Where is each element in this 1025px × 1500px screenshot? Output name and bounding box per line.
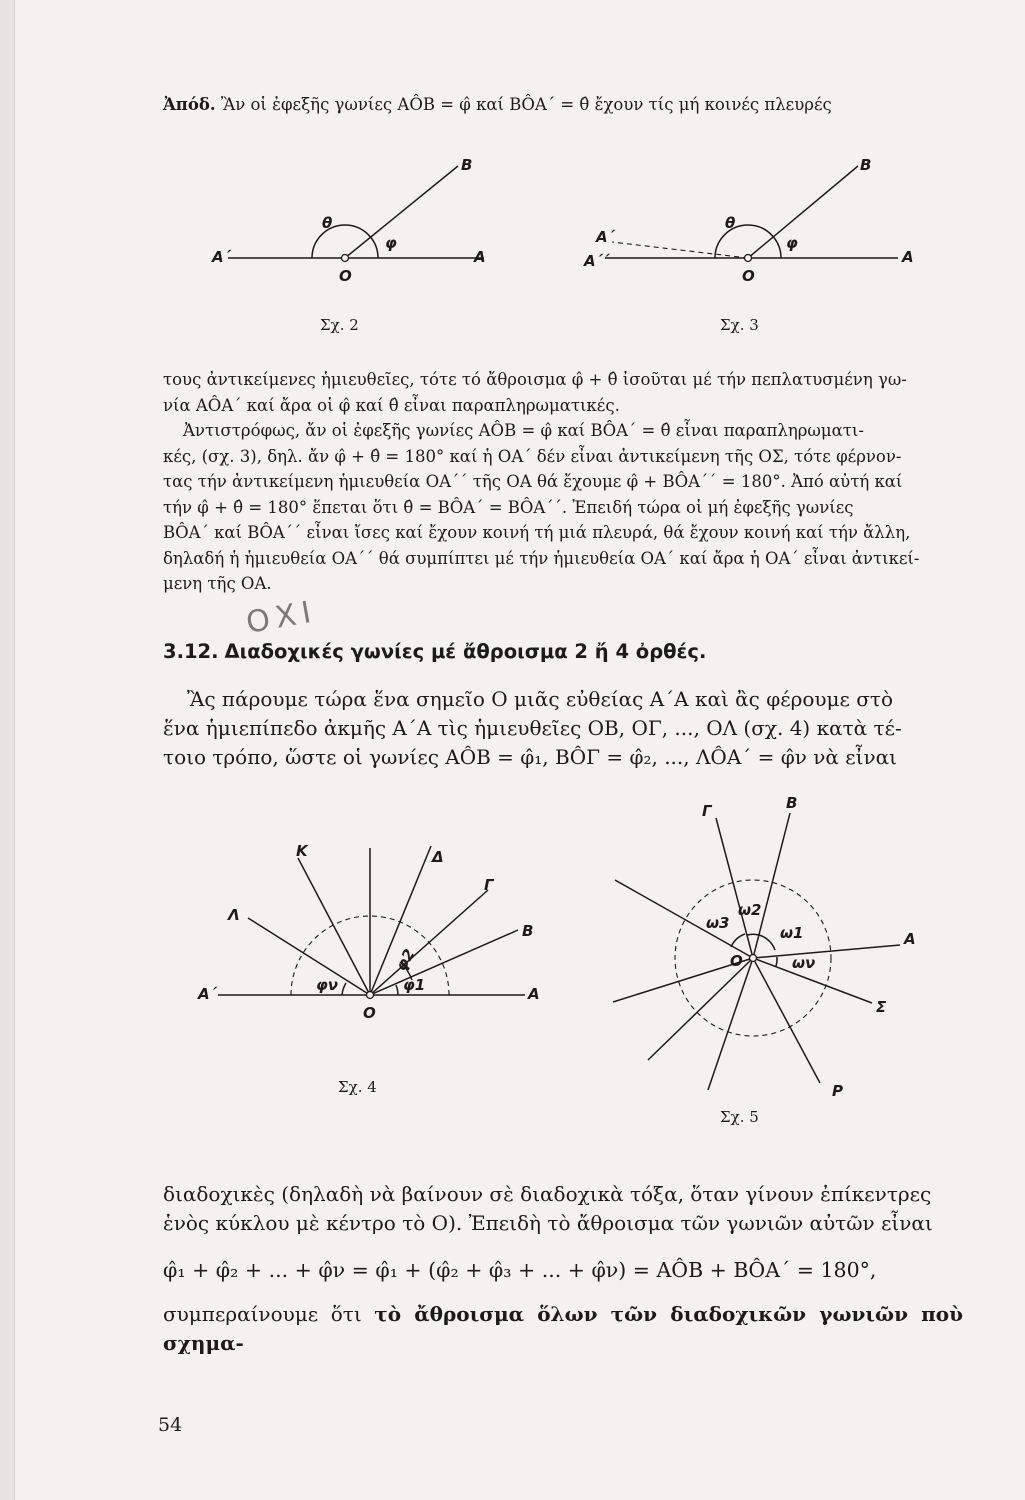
fig5-label-omega3: ω3	[706, 914, 730, 932]
figures-2-3	[0, 140, 1025, 350]
fig2-caption: Σχ. 2	[320, 316, 359, 334]
paragraph-1-line: νία ΑÔΑ΄ καί ἄρα οἱ φ̂ καί θ̂ εἶναι παραπληρωματικές.	[163, 395, 620, 415]
fig5-label-Sigma: Σ	[876, 998, 887, 1016]
fig3-label-A-double-prime: A΄΄	[584, 252, 609, 270]
section-heading	[163, 640, 706, 663]
fig4-label-K: K	[296, 842, 308, 860]
fig5-caption: Σχ. 5	[720, 1108, 759, 1126]
fig5-label-B: B	[786, 794, 798, 812]
fig4-label-phi1: φ1	[403, 976, 426, 994]
fig2-label-phi: φ	[385, 234, 397, 252]
fig2-label-B: B	[461, 156, 473, 174]
page-number: 54	[158, 1414, 183, 1436]
fig4-label-Delta: Δ	[432, 848, 444, 866]
main-equation: φ̂₁ + φ̂₂ + ... + φ̂ν = φ̂₁ + (φ̂₂ + φ̂₃ + ... + φ̂ν) = ΑÔΒ + ΒÔΑ΄ = 180°,	[163, 1258, 877, 1282]
conclusion-lead: συμπεραίνουμε ὅτι	[163, 1302, 375, 1326]
fig4-label-O: O	[363, 1004, 376, 1022]
paragraph-1-line: μενη τῆς ΟΑ.	[163, 574, 272, 593]
fig3-label-A: A	[902, 248, 914, 266]
fig5-label-omega2: ω2	[738, 901, 762, 919]
handwritten-note: ΟΧΙ	[243, 594, 320, 641]
fig5-label-Gamma: Γ	[702, 802, 712, 820]
paragraph-2-line: τοιο τρόπο, ὥστε οἱ γωνίες ΑÔΒ = φ̂₁, ΒÔΓ = φ̂₂, ..., ΛÔΑ΄ = φ̂ν νὰ εἶναι	[163, 745, 897, 769]
fig5-label-omega1: ω1	[780, 924, 804, 942]
fig3-caption: Σχ. 3	[720, 316, 759, 334]
fig4-label-Gamma: Γ	[484, 876, 494, 894]
fig5-label-O: O	[730, 952, 743, 970]
paragraph-1-line: Ἀντιστρόφως, ἄν οἱ ἐφεξῆς γωνίες ΑÔΒ = φ̂ καί ΒÔΑ΄ = θ̂ εἶναι παραπληρωματι-	[183, 421, 864, 440]
paragraph-3-line: διαδοχικὲς (δηλαδὴ νὰ βαίνουν σὲ διαδοχικὰ τόξα, ὅταν γίνουν ἐπίκεντρες	[163, 1182, 932, 1206]
conclusion-bold: τὸ ἄθροισμα ὅλων τῶν διαδοχικῶν γωνιῶν ποὺ σχημα-	[163, 1302, 963, 1355]
proof-intro-text: Ἂν οἱ ἐφεξῆς γωνίες ΑÔΒ = φ̂ καί ΒÔΑ΄ = θ̂ ἔχουν τίς μή κοινές πλευρές	[215, 95, 832, 114]
fig5-label-P: P	[832, 1082, 843, 1100]
paragraph-1-line: δηλαδή ἡ ἡμιευθεία ΟΑ΄΄ θά συμπίπτει μέ τήν ἡμιευθεία ΟΑ΄ καί ἄρα ἡ ΟΑ΄ εἶναι ἀντικεί-	[163, 548, 920, 568]
paragraph-2-line: Ἂς πάρουμε τώρα ἕνα σημεῖο Ο μιᾶς εὐθείας Α΄Α καὶ ἂς φέρουμε στὸ	[187, 687, 894, 711]
fig5-label-omega-nu: ων	[792, 954, 816, 972]
fig2-label-theta: θ	[322, 214, 333, 232]
paragraph-1-line: τας τήν ἀντικείμενη ἡμιευθεία ΟΑ΄΄ τῆς ΟΑ θά ἔχουμε φ̂ + ΒÔΑ΄΄ = 180°. Ἀπό αὐτή καί	[163, 472, 903, 491]
paragraph-1-line: τους ἀντικείμενες ἡμιευθεῖες, τότε τό ἄθροισμα φ̂ + θ̂ ἰσοῦται μέ τήν πεπλατυσμένη γω-	[163, 370, 907, 389]
fig2-label-A-prime: A΄	[212, 248, 231, 266]
fig2-label-O: O	[339, 267, 352, 285]
paragraph-2	[163, 685, 963, 772]
figure-4	[197, 842, 540, 1096]
fig2-label-A: A	[474, 248, 486, 266]
fig4-label-Lambda: Λ	[228, 906, 240, 924]
paragraph-1-line: κές, (σχ. 3), δηλ. ἄν φ̂ + θ̂ = 180° καί ἡ ΟΑ΄ δέν εἶναι ἀντικείμενη τῆς ΟΣ, τότε φέρνον-	[163, 446, 902, 466]
fig4-label-A: A	[528, 985, 540, 1003]
fig3-label-B: B	[860, 156, 872, 174]
paragraph-1-line: τήν φ̂ + θ̂ = 180° ἕπεται ὅτι θ̂ = ΒÔΑ΄ = ΒÔΑ΄΄. Ἐπειδή τώρα οἱ μή ἐφεξῆς γωνίες	[163, 497, 854, 517]
section-number: 3.12.	[163, 640, 219, 663]
proof-intro	[163, 92, 963, 118]
fig3-label-A-prime: A΄	[596, 228, 615, 246]
conclusion	[163, 1300, 963, 1358]
fig3-label-theta: θ	[725, 214, 736, 232]
fig4-label-phi2: φ2	[391, 945, 419, 974]
paragraph-3-line: ἑνὸς κύκλου μὲ κέντρο τὸ Ο). Ἐπειδὴ τὸ ἄθροισμα τῶν γωνιῶν αὐτῶν εἶναι	[163, 1211, 933, 1235]
figure-3	[583, 156, 914, 334]
figures-4-5	[0, 785, 1025, 1135]
figure-5	[613, 794, 916, 1126]
paragraph-3	[163, 1180, 963, 1238]
paragraph-2-line: ἕνα ἡμιεπίπεδο ἀκμῆς Α΄Α τὶς ἡμιευθεῖες ΟΒ, ΟΓ, ..., ΟΛ (σχ. 4) κατὰ τέ-	[163, 716, 902, 740]
fig3-label-O: O	[742, 267, 755, 285]
paragraph-1-line: ΒÔΑ΄ καί ΒÔΑ΄΄ εἶναι ἴσες καί ἔχουν κοινή τή μιά πλευρά, θά ἔχουν κοινή καί τήν ἄλλη,	[163, 523, 911, 542]
section-title: Διαδοχικές γωνίες μέ ἄθροισμα 2 ἤ 4 ὀρθές.	[224, 640, 707, 663]
fig4-label-phi-nu: φν	[316, 976, 338, 994]
proof-label: Ἀπόδ.	[163, 95, 216, 114]
fig4-label-A-prime: A΄	[198, 985, 217, 1003]
figure-2	[211, 156, 486, 334]
fig3-label-phi: φ	[786, 234, 798, 252]
fig5-label-A: A	[904, 930, 916, 948]
paragraph-1	[163, 367, 963, 597]
fig4-label-B: B	[522, 922, 534, 940]
fig4-caption: Σχ. 4	[338, 1078, 377, 1096]
